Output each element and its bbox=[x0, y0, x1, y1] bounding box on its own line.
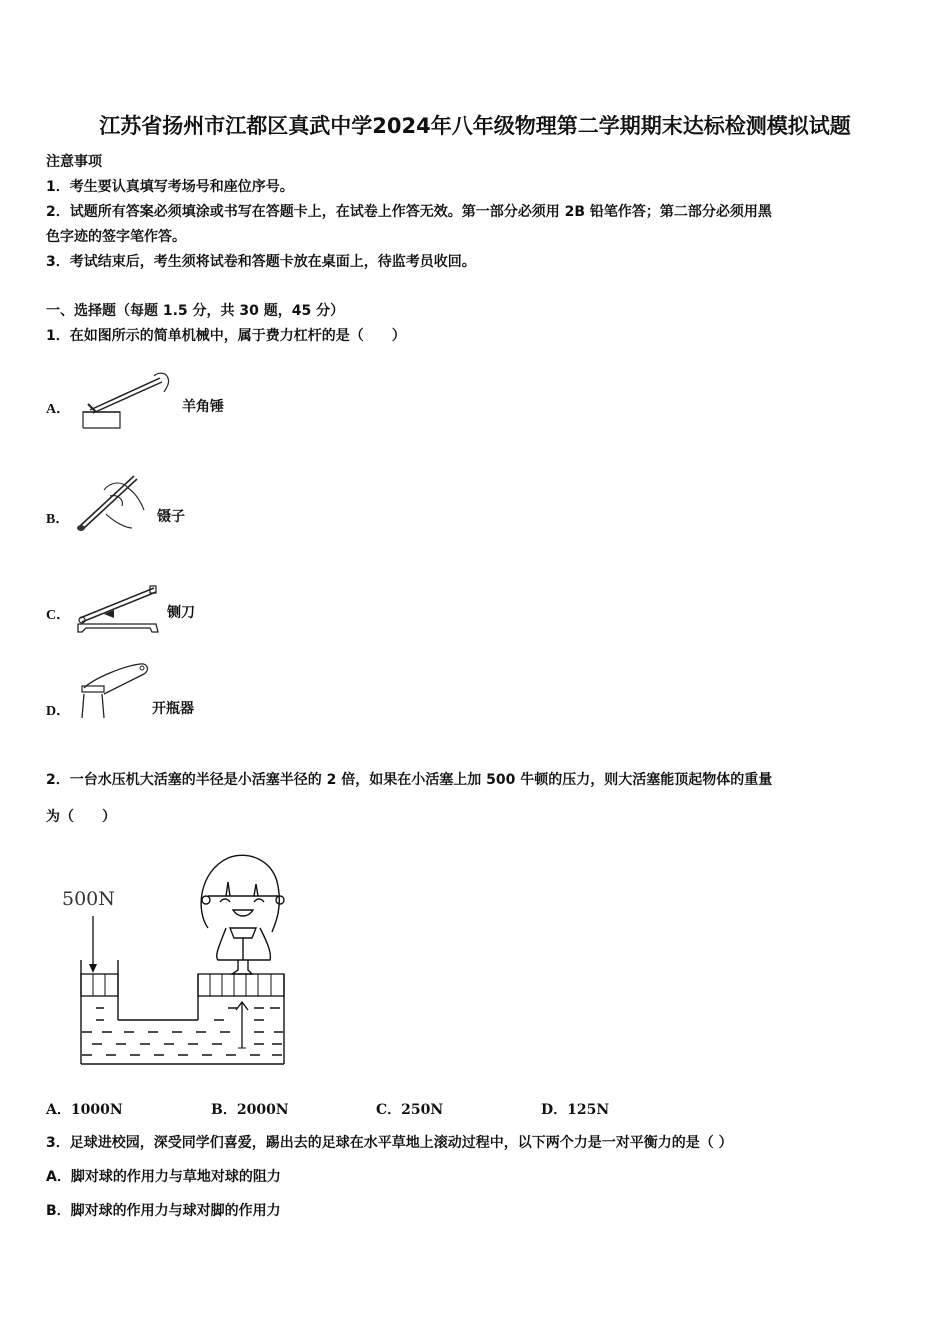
claw-hammer-icon bbox=[78, 372, 178, 432]
tweezers-icon bbox=[74, 470, 154, 540]
q2-option-d bbox=[541, 1101, 609, 1119]
force-label: 500N bbox=[62, 888, 115, 910]
q1-option-d-letter: D． bbox=[46, 704, 71, 719]
q2-option-c bbox=[376, 1101, 443, 1119]
q2-option-b bbox=[211, 1101, 289, 1119]
q1-option-b-letter: B． bbox=[46, 512, 70, 527]
q2-option-b-value: 2000N bbox=[236, 1102, 289, 1118]
notice-item: 色字迹的签字笔作答。 bbox=[46, 229, 186, 245]
section-heading: 一、选择题（每题 1.5 分，共 30 题，45 分） bbox=[46, 303, 345, 319]
notice-item: 2．试题所有答案必须填涂或书写在答题卡上，在试卷上作答无效。第一部分必须用 2B 铅笔作答；第二部分必须用黑 bbox=[46, 204, 772, 220]
q2-option-d-value: 125N bbox=[567, 1102, 610, 1118]
notice-heading: 注意事项 bbox=[46, 154, 102, 170]
q2-option-a-letter: A． bbox=[46, 1102, 71, 1118]
guillotine-cutter-icon bbox=[74, 584, 164, 636]
question-3-stem: 3．足球进校园，深受同学们喜爱，踢出去的足球在水平草地上滚动过程中，以下两个力是一对平衡力的是（ ） bbox=[46, 1135, 733, 1151]
q2-option-a bbox=[46, 1101, 123, 1119]
q1-option-a-label: 羊角锤 bbox=[182, 399, 224, 415]
q3-option-a: A．脚对球的作用力与草地对球的阻力 bbox=[46, 1169, 281, 1185]
notice-item: 1．考生要认真填写考场号和座位序号。 bbox=[46, 179, 294, 195]
question-2-stem: 2．一台水压机大活塞的半径是小活塞半径的 2 倍，如果在小活塞上加 500 牛顿的压力，则大活塞能顶起物体的重量 bbox=[46, 772, 773, 788]
q2-option-b-letter: B． bbox=[211, 1102, 237, 1118]
q1-option-a-letter: A． bbox=[46, 402, 71, 417]
question-2-stem-cont: 为（ ） bbox=[46, 809, 116, 825]
q1-option-d-label: 开瓶器 bbox=[152, 701, 194, 717]
notice-item: 3．考试结束后，考生须将试卷和答题卡放在桌面上，待监考员收回。 bbox=[46, 254, 476, 270]
question-1-stem: 1．在如图所示的简单机械中，属于费力杠杆的是（ ） bbox=[46, 328, 406, 344]
q2-option-c-value: 250N bbox=[401, 1102, 444, 1118]
girl-illustration bbox=[201, 855, 284, 974]
q1-option-b-label: 镊子 bbox=[157, 509, 185, 525]
q3-option-b: B．脚对球的作用力与球对脚的作用力 bbox=[46, 1203, 281, 1219]
page-title: 江苏省扬州市江都区真武中学2024年八年级物理第二学期期末达标检测模拟试题 bbox=[99, 114, 851, 138]
bottle-opener-icon bbox=[74, 660, 154, 722]
q2-option-c-letter: C． bbox=[376, 1102, 402, 1118]
q1-option-c-label: 铡刀 bbox=[167, 605, 195, 621]
hydraulic-press-figure bbox=[78, 852, 288, 1067]
q2-option-a-value: 1000N bbox=[70, 1102, 123, 1118]
q1-option-c-letter: C． bbox=[46, 608, 71, 623]
q2-option-d-letter: D． bbox=[541, 1102, 568, 1118]
